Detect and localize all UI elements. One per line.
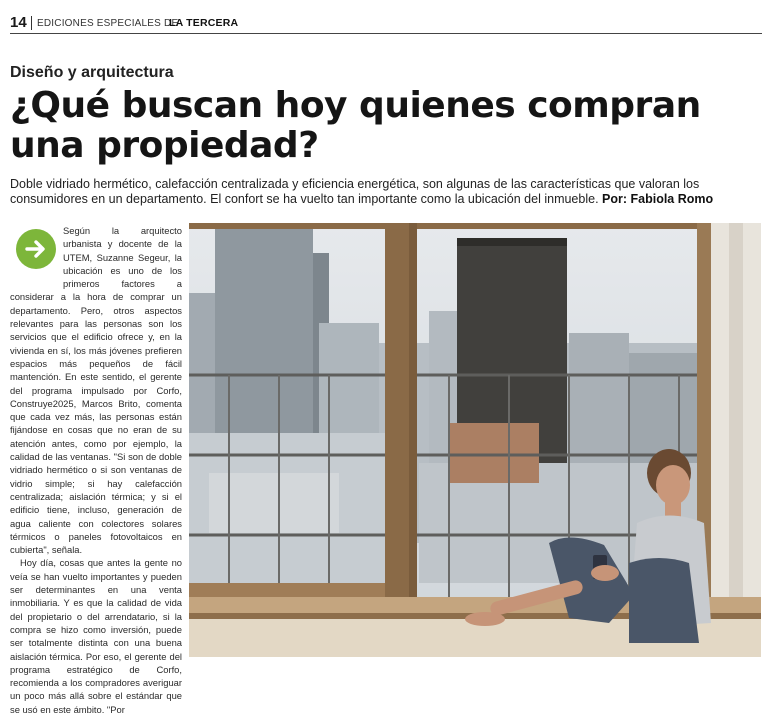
article-kicker: Diseño y arquitectura xyxy=(10,64,174,81)
page-number: 14 xyxy=(10,14,27,31)
byline: Por: Fabiola Romo xyxy=(602,192,714,206)
article-photo xyxy=(189,223,761,657)
article-headline: ¿Qué buscan hoy quienes compran una propiedad? xyxy=(10,85,701,166)
article-deck xyxy=(10,177,755,207)
body-paragraph: Según la arquitecto urbanista y docente de la UTEM, Suzanne Segeur, la ubicación es uno de los primeros factores a considerar a la hora de comprar un departamento. Pero, otros aspectos relevantes para las personas son los servicios que el edificio ofrece y, en la vivienda en sí, los más jóvenes prefieren espacios más pequeños de fácil mantención. En este sentido, el gerente del programa impulsado por Corfo, Construye2025, Marcos Brito, comenta que cada vez más, las personas están fijándose en cosas que no eran de su atención antes, como por ejemplo, la calidad de las ventanas. "Si son de doble vidriado hermético o si son ventanas de vidrio simple; si hay calefacción centralizada; aislación térmica; y si el edificio tiene, incluso, generación de agua caliente con colectores solares térmicos o paneles fotovoltaicos en cubierta", señala. xyxy=(10,225,182,556)
article-body xyxy=(10,224,182,716)
body-paragraph: Hoy día, cosas que antes la gente no veía se han vuelto importantes y pueden ser determinantes en una venta inmobiliaria. Y es que la calidad de vida del propietario o del arrendatario, si la compra se hizo como inversión, puede ser totalmente distinta con una buena aislación térmica. Por eso, el gerente del programa estratégico de Corfo, recomienda a los compradores averiguar un poco más allá sobre el estándar que se usó en este ámbito. "Por xyxy=(10,557,182,715)
publication-brand: LA TERCERA xyxy=(169,17,239,29)
header-divider xyxy=(31,16,32,30)
section-label: EDICIONES ESPECIALES DE xyxy=(37,18,179,29)
page-header xyxy=(10,14,762,34)
deck-text: Doble vidriado hermético, calefacción centralizada y eficiencia energética, son algunas de las características que valoran los consumidores en un departamento. El confort se ha vuelto tan importante como la ubicación del inmueble. xyxy=(10,177,700,206)
header-rule xyxy=(10,33,762,34)
